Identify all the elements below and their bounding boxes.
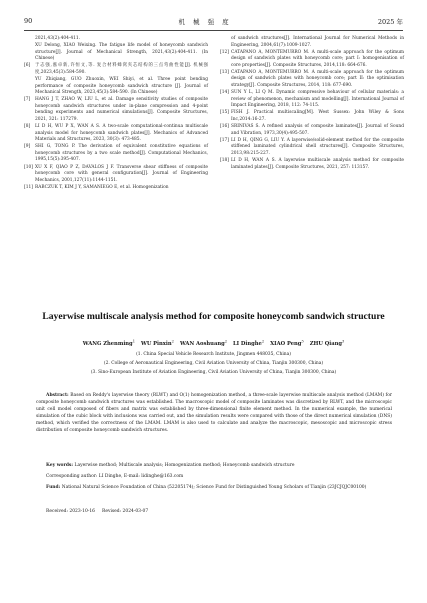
author-affiliation-mark: 3 [341,339,345,343]
reference-text: XU X F, QIAO P Z, DAVALOS J F. Transverse shear stiffness of composite honeycomb core with general configuration[J]. Journal of Engineering Mechanics, 2001,127(11):1144-1151. [35,164,208,183]
reference-text: YU Zhiqiang, GUO Zhuoxin, WEI Shiyi, et al. Three point bending performance of composite honeycomb sandwich structure [J]. Journal of Mechanical Strength, 2023,45(3):584-590. (In Chinese) [35,77,208,96]
reference-entry [220,90,404,110]
author-name [141,341,174,347]
reference-text: LI D H, WU P X, WAN A S. A two-scale computational-continua multiscale analysis model for honeycomb sandwich plates[J]. Mechanics of Advanced Materials and Structures, 2023, 30(3): 473-485. [35,124,208,143]
reference-text: CATAPANO A, MONTEMURRO M. A multi-scale approach for the optimum design of sandwich plates with honeycomb core; part I: homogenisation of core properties[J]. Composite Structures, 2014,118: 664-676. [231,49,404,68]
references-left-column [24,36,208,192]
received-dates: Received: 2023-10-16 Revised: 2024-03-07 [46,509,149,514]
reference-text: HANG J T, ZHAO W, LIU L, et al. Damage sensitivity studies of composite honeycomb sandwich structures under in-plane compression and 4-point bending experiments and numerical simulations[J]. Composite Structures, 2021, 321: 117279. [35,97,208,122]
fund-label: Fund: [46,485,61,490]
references-section [24,36,404,192]
author-name [180,341,227,347]
reference-number: [7] [24,97,31,103]
reference-text: FISH J. Practical multiscaling[M]. West Sussex: John Wiley & Sons Inc,2014:16-27. [231,110,404,122]
author-name-text: XIAO Peng [270,340,302,347]
reference-entry [24,36,208,43]
author-name [270,341,304,347]
page-number: 90 [24,17,33,25]
reference-text: SUN Y L, LI Q M. Dynamic compressive behaviour of cellular materials: a review of phenomenon, mechanism and modelling[J]. International Journal of Impact Engineering, 2018, 112: 74-115. [231,90,404,109]
reference-entry [220,138,404,158]
reference-number [24,77,35,97]
author-name-text: WAN Aoshuang [179,340,225,347]
reference-number: [15] [220,110,229,116]
author-name-text: ZHU Qiang [309,340,342,347]
affiliation-3: (3. Sino-European Institute of Aviation Engineering, Civil Aviation University of China, Tianjin 300300, China) [90,370,337,375]
keywords-label: Key words: [46,463,74,468]
reference-entry [24,165,208,185]
author-list [14,339,413,347]
reference-number [220,36,231,49]
reference-entry [220,36,404,49]
reference-number: [13] [220,69,229,75]
header-divider [24,30,403,31]
reference-number: [10] [24,164,33,170]
reference-entry [220,70,404,90]
reference-entry [24,97,208,123]
author-name [310,341,345,347]
reference-number: [18] [220,158,229,163]
reference-number: [12] [220,49,229,55]
abstract-label: Abstract: [46,393,69,398]
reference-number [24,36,35,43]
reference-number: [8] [24,124,31,130]
corresponding-author: Corresponding author: LI Dinghe, E-mail: lidinghe@163.com [46,474,184,479]
journal-year: 2025 年 [377,17,403,26]
reference-number [24,43,35,63]
reference-text: of sandwich structures[J]. International Journal for Numerical Methods in Engineering, 2004,61(7):1009-1027. [231,36,404,48]
reference-number: [17] [220,137,229,143]
abstract [36,392,392,434]
reference-entry [24,144,208,164]
reference-entry [24,77,208,97]
reference-text: SRINIVAS S. A refined analysis of composite laminates[J]. Journal of Sound and Vibration, 1973,30(4):495-507. [231,124,404,136]
author-name [233,341,264,347]
reference-entry [24,124,208,144]
author-name-text: WANG Zhenming [82,340,133,347]
reference-text: 2021,43(2):404-411. [35,36,81,41]
keywords [46,462,392,469]
running-header [24,14,403,28]
reference-number: [9] [24,144,31,150]
reference-text: XU Delong, XIAO Weixing. The fatigue life model of honeycomb sandwich structure[J]. Journal of Mechanical Strength, 2021,43(2):404-411. (In Chinese) [35,43,208,62]
author-name-text: LI Dinghe [233,340,262,347]
fund-info [46,484,392,491]
reference-entry [220,158,404,171]
reference-number: [11] [24,184,33,190]
references-right-column [220,36,404,192]
author-affiliation-mark: 2 [171,339,174,343]
reference-entry [24,185,208,192]
author-affiliation-mark: 1 [132,339,135,343]
author-affiliation-mark: 2 [224,339,228,343]
affiliation-2: (2. College of Aeronautical Engineering, Civil Aviation University of China, Tianjin 300300, China) [103,361,324,366]
keywords-text: Layerwise method; Multiscale analysis; Homogenization method; Honeycomb sandwich structure [74,463,295,468]
article-title: Layerwise multiscale analysis method for composite honeycomb sandwich structure [42,311,385,322]
reference-text: CATAPANO A, MONTEMURRO M. A multi-scale approach for the optimum design of sandwich plates with honeycomb core; part II: the optimisation strategy[J]. Composite Structures, 2014, 118: 677-690. [231,69,404,89]
reference-entry [220,124,404,137]
reference-text: LI D H, WAN A S. A layerwise multiscale analysis method for composite laminated plates[J]. Composite Structures, 2021, 257: 113157. [231,158,404,170]
reference-text: SHI G, TONG P. The derivation of equivalent constitutive equations of honeycomb structures by a two scale method[J]. Computational Mechanics, 1995,15(5):395-407. [35,144,208,163]
author-affiliation-mark: 2 [261,339,265,343]
reference-entry [220,110,404,123]
abstract-text: Based on Reddy's layerwise theory (RLWT) and O(1) homogenization method, a three-scale layerwise multiscale analysis method (LMAM) for composite honeycomb sandwich structures was established. The macroscopic model of composite laminates was discretized by RLWT, and the microscopic unit cell model composed of fibers and matrix was established by three-dimensional finite element method. In the numerical example, the numerical simulation of the cubic block with inclusions was carried out, and the simulation results were compared with those of the direct numerical simulation (DNS) method, which verified the correctness of the LMAM. LMAM is also used to calculate and analyze the macroscopic, mesoscopic and microscopic stress distribution of composite honeycomb sandwich structures. [36,393,392,434]
author-affiliation-mark: 3 [301,339,304,343]
reference-number: [14] [220,90,229,96]
reference-text: RABCZUK T, KIM J Y, SAMANIEGO E, et al. Homogenization [35,184,169,190]
journal-name: 机 械 强 度 [178,17,232,26]
reference-entry [24,63,208,76]
reference-text: LI D H, QING G, LIU Y. A layerwise/solid-element method for the composite stiffened laminated cylindrical shell structures[J]. Composite Structures, 2013,98:215-227. [231,137,404,156]
author-name [83,341,135,347]
affiliation-1: (1. China Special Vehicle Research Institute, Jingmen 448035, China) [136,352,291,357]
fund-text: National Natural Science Foundation of China (52205174); Science Fund for Distinguished Young Scholars of Tianjin (23JCJQJC00100) [61,485,367,490]
reference-number: [6] [24,63,31,69]
author-name-text: WU Pinxin [141,340,172,347]
reference-text: 于志强,涨卓新,许恒文,等. 复合材料蜂窝夹芯结构的三点弯曲性能[J]. 机械强度,2023,45(3):584-590. [35,63,208,75]
reference-entry [220,50,404,70]
reference-number: [16] [220,124,229,130]
reference-entry [24,43,208,63]
